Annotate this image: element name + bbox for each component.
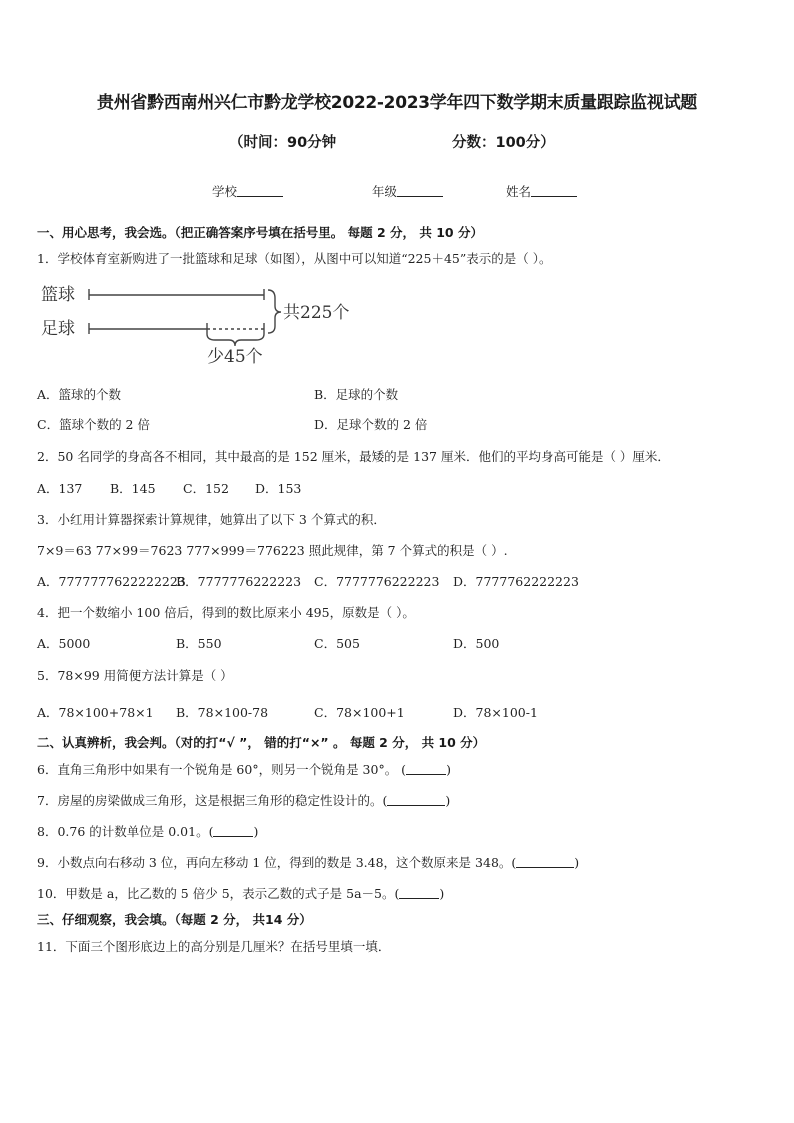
q3-option-a[interactable]: A．7777777622222223 bbox=[37, 574, 186, 589]
grade-field bbox=[372, 182, 443, 200]
q5-option-b[interactable]: B．78×100-78 bbox=[176, 705, 269, 720]
q8-stem bbox=[37, 822, 258, 840]
name-label: 姓名 bbox=[506, 184, 532, 199]
diagram-less-label: 少45个 bbox=[207, 347, 263, 367]
section3-heading: 三、仔细观察，我会填。（每题 2 分， 共14 分） bbox=[37, 912, 312, 927]
q2-option-c[interactable]: C．152 bbox=[183, 481, 229, 496]
section2-heading: 二、认真辨析，我会判。（对的打“√ ”， 错的打“×” 。 每题 2 分， 共 10 分） bbox=[37, 735, 486, 750]
school-blank[interactable] bbox=[237, 184, 283, 197]
q1-option-d[interactable]: D．足球个数的 2 倍 bbox=[314, 417, 428, 432]
q2-stem: 2．50 名同学的身高各不相同，其中最高的是 152 厘米，最矮的是 137 厘米．他们的平均身高可能是（ ）厘米． bbox=[37, 449, 670, 464]
q2-option-d[interactable]: D．153 bbox=[255, 481, 302, 496]
q5-option-a[interactable]: A．78×100+78×1 bbox=[37, 705, 154, 720]
q9-stem bbox=[37, 853, 579, 871]
q4-option-b[interactable]: B．550 bbox=[176, 636, 222, 651]
q10-close: ) bbox=[439, 886, 445, 901]
total-brace bbox=[268, 290, 281, 333]
q2-option-b[interactable]: B．145 bbox=[110, 481, 156, 496]
q7-answer-blank[interactable] bbox=[387, 793, 445, 806]
name-field bbox=[506, 182, 577, 200]
grade-blank[interactable] bbox=[397, 184, 443, 197]
q7-close: ) bbox=[445, 793, 451, 808]
exam-time: （时间：90分钟 bbox=[229, 135, 337, 151]
q8-answer-blank[interactable] bbox=[213, 824, 253, 837]
name-blank[interactable] bbox=[531, 184, 577, 197]
q3-option-b[interactable]: B．7777776222223 bbox=[176, 574, 302, 589]
grade-label: 年级 bbox=[372, 184, 398, 199]
diagram-football-label: 足球 bbox=[41, 319, 75, 339]
page-title: 贵州省黔西南州兴仁市黔龙学校2022-2023学年四下数学期末质量跟踪监视试题 bbox=[97, 93, 697, 113]
q6-text: 6．直角三角形中如果有一个锐角是 60°，则另一个锐角是 30°。 ( bbox=[37, 762, 407, 777]
diagram-basketball-label: 篮球 bbox=[41, 285, 75, 305]
q8-close: ) bbox=[253, 824, 259, 839]
q3-option-c[interactable]: C．7777776222223 bbox=[314, 574, 440, 589]
q1-diagram bbox=[37, 280, 367, 370]
q8-text: 8．0.76 的计数单位是 0.01。( bbox=[37, 824, 214, 839]
q6-stem bbox=[37, 760, 451, 778]
q7-text: 7．房屋的房梁做成三角形，这是根据三角形的稳定性设计的。( bbox=[37, 793, 388, 808]
q1-option-b[interactable]: B．足球的个数 bbox=[314, 387, 399, 402]
q2-option-a[interactable]: A．137 bbox=[37, 481, 83, 496]
q5-stem: 5．78×99 用简便方法计算是（ ） bbox=[37, 668, 233, 683]
q5-option-c[interactable]: C．78×100+1 bbox=[314, 705, 405, 720]
school-field bbox=[212, 182, 283, 200]
q9-answer-blank[interactable] bbox=[516, 855, 574, 868]
difference-brace bbox=[207, 334, 264, 346]
q10-text: 10．甲数是 a，比乙数的 5 倍少 5，表示乙数的式子是 5a－5。( bbox=[37, 886, 400, 901]
q1-option-c[interactable]: C．篮球个数的 2 倍 bbox=[37, 417, 150, 432]
q1-option-a[interactable]: A．篮球的个数 bbox=[37, 387, 122, 402]
exam-score: 分数：100分） bbox=[452, 135, 555, 151]
q3-line: 7×9＝63 77×99＝7623 777×999＝776223 照此规律，第 7 个算式的积是（ ）. bbox=[37, 543, 508, 558]
school-label: 学校 bbox=[212, 184, 238, 199]
q9-text: 9．小数点向右移动 3 位，再向左移动 1 位，得到的数是 3.48，这个数原来是 348。( bbox=[37, 855, 517, 870]
section1-heading: 一、用心思考，我会选。（把正确答案序号填在括号里。 每题 2 分， 共 10 分） bbox=[37, 225, 483, 240]
q4-stem: 4．把一个数缩小 100 倍后，得到的数比原来小 495，原数是（ ）。 bbox=[37, 605, 415, 620]
q3-stem: 3．小红用计算器探索计算规律，她算出了以下 3 个算式的积． bbox=[37, 512, 386, 527]
q4-option-c[interactable]: C．505 bbox=[314, 636, 360, 651]
q3-option-d[interactable]: D．7777762222223 bbox=[453, 574, 579, 589]
q11-stem: 11．下面三个图形底边上的高分别是几厘米？在括号里填一填． bbox=[37, 939, 391, 954]
q6-answer-blank[interactable] bbox=[406, 762, 446, 775]
q5-option-d[interactable]: D．78×100-1 bbox=[453, 705, 538, 720]
q10-answer-blank[interactable] bbox=[399, 886, 439, 899]
q10-stem bbox=[37, 884, 444, 902]
q6-close: ) bbox=[446, 762, 451, 777]
q1-stem: 1．学校体育室新购进了一批篮球和足球（如图），从图中可以知道“225＋45”表示的是（ ）。 bbox=[37, 251, 552, 266]
q7-stem bbox=[37, 791, 450, 809]
q4-option-d[interactable]: D．500 bbox=[453, 636, 500, 651]
q4-option-a[interactable]: A．5000 bbox=[37, 636, 91, 651]
diagram-total-label: 共225个 bbox=[283, 303, 350, 323]
q9-close: ) bbox=[574, 855, 580, 870]
